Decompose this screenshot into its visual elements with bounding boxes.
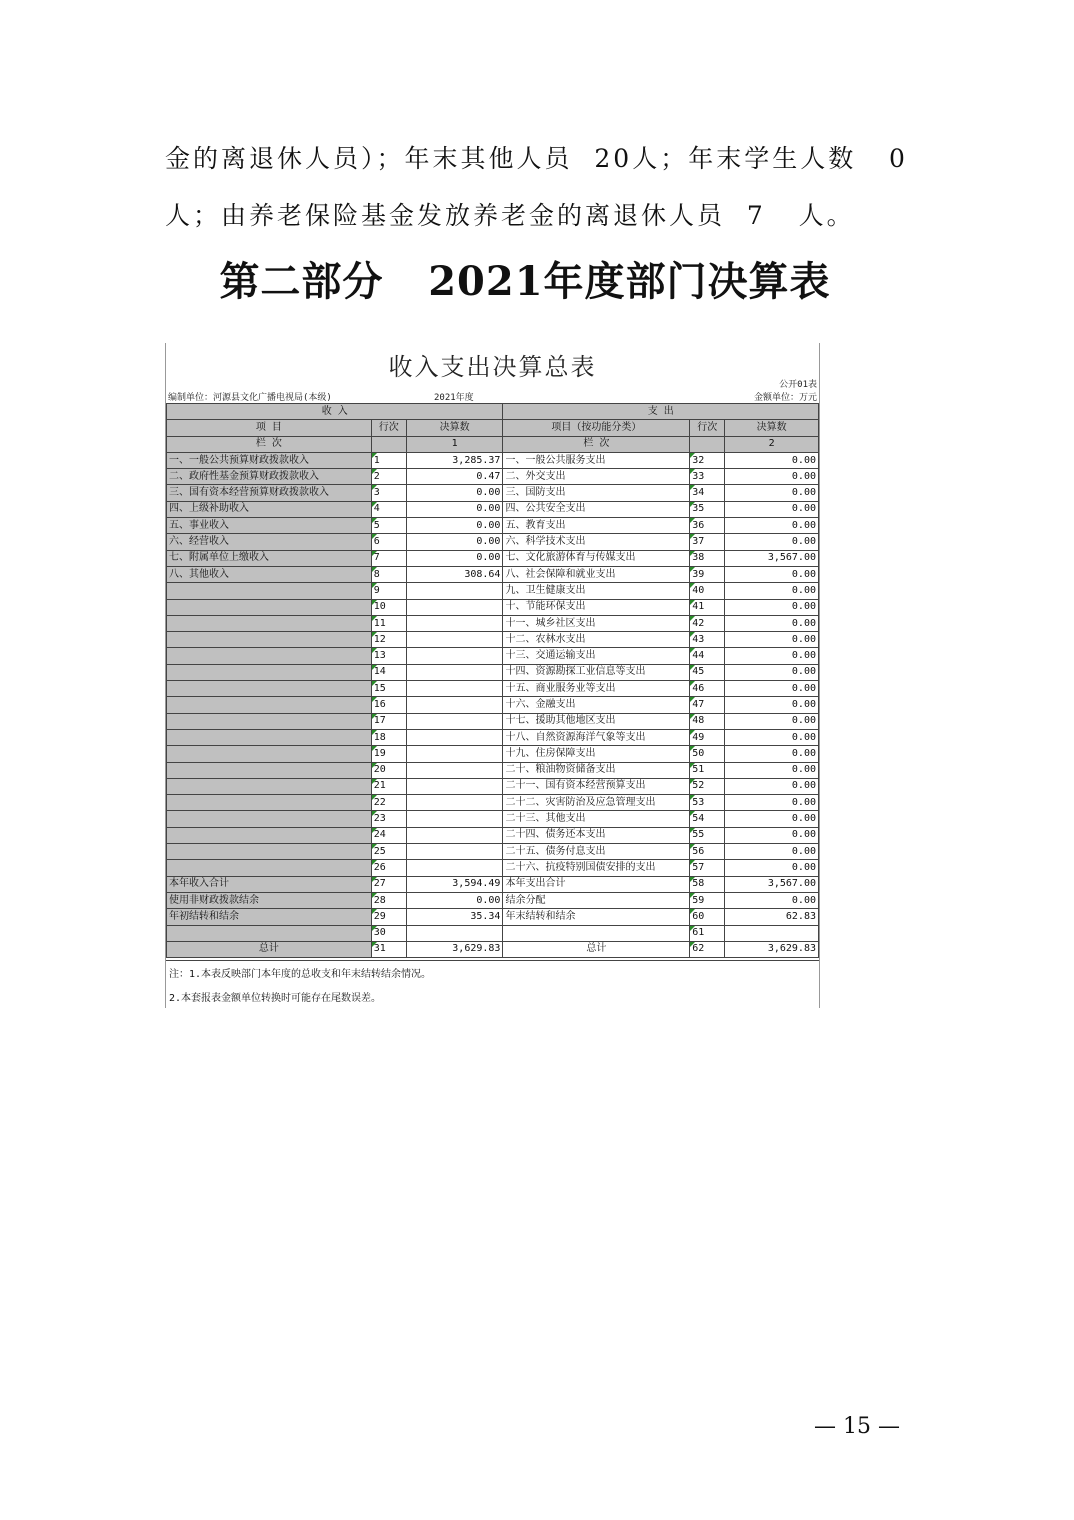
expense-line-no: 43 [690,632,725,648]
expense-item: 五、教育支出 [503,518,690,534]
expense-item: 二十、粮油物资储备支出 [503,762,690,778]
table-row [167,632,819,648]
income-item [167,746,372,762]
expense-line-no: 47 [690,697,725,713]
income-line-no: 3 [371,485,406,501]
expense-line-no: 48 [690,713,725,729]
income-amount: 308.64 [406,566,503,582]
total-row [167,892,819,908]
expense-amount: 0.00 [725,778,819,794]
income-line-no: 16 [371,697,406,713]
income-amount: 0.47 [406,469,503,485]
total-row [167,925,819,941]
table-row [167,697,819,713]
income-line-no: 30 [371,925,406,941]
expense-amount: 62.83 [725,909,819,925]
income-item [167,664,372,680]
income-amount [406,664,503,680]
expense-line-no: 62 [690,941,725,957]
income-item [167,844,372,860]
table-row [167,469,819,485]
expense-amount: 0.00 [725,615,819,631]
income-item [167,762,372,778]
table-row [167,566,819,582]
expense-amount: 0.00 [725,648,819,664]
table-row [167,550,819,566]
table-row [167,713,819,729]
income-line-no: 15 [371,681,406,697]
income-amount [406,778,503,794]
col-sub-num-2: 2 [725,436,819,452]
income-amount: 0.00 [406,534,503,550]
income-item: 一、一般公共预算财政拨款收入 [167,452,372,468]
expense-item: 二、外交支出 [503,469,690,485]
col-sub-num-1: 1 [406,436,503,452]
income-amount [406,746,503,762]
income-line-no: 6 [371,534,406,550]
expense-item: 一、一般公共服务支出 [503,452,690,468]
expense-line-no: 34 [690,485,725,501]
table-row [167,534,819,550]
table-row [167,501,819,517]
expense-item: 十七、援助其他地区支出 [503,713,690,729]
income-line-no: 22 [371,795,406,811]
income-item: 五、事业收入 [167,518,372,534]
income-item: 三、国有资本经营预算财政拨款收入 [167,485,372,501]
col-amount: 决算数 [406,420,503,436]
expense-amount: 0.00 [725,795,819,811]
expense-amount: 0.00 [725,485,819,501]
income-line-no: 12 [371,632,406,648]
expense-amount: 0.00 [725,844,819,860]
income-line-no: 2 [371,469,406,485]
income-item [167,778,372,794]
sheet-title: 收入支出决算总表 [388,353,597,381]
income-line-no: 19 [371,746,406,762]
expense-amount: 0.00 [725,729,819,745]
expense-item: 四、公共安全支出 [503,501,690,517]
income-amount [406,632,503,648]
income-amount: 0.00 [406,485,503,501]
income-amount [406,648,503,664]
expense-line-no: 36 [690,518,725,534]
expense-line-no: 61 [690,925,725,941]
income-item [167,795,372,811]
income-line-no: 11 [371,615,406,631]
report-year: 2021年度 [434,393,474,403]
table-row [167,860,819,876]
income-amount: 3,594.49 [406,876,503,892]
income-item [167,729,372,745]
expense-amount: 0.00 [725,713,819,729]
col-sub: 栏 次 [167,436,372,452]
income-amount: 35.34 [406,909,503,925]
income-line-no: 20 [371,762,406,778]
expense-item: 十一、城乡社区支出 [503,615,690,631]
expense-line-no: 58 [690,876,725,892]
expense-line-no: 32 [690,452,725,468]
expense-amount: 0.00 [725,518,819,534]
expense-amount: 0.00 [725,664,819,680]
income-item: 四、上级补助收入 [167,501,372,517]
income-item: 七、附属单位上缴收入 [167,550,372,566]
income-item [167,811,372,827]
table-row [167,452,819,468]
income-line-no: 23 [371,811,406,827]
expense-item: 结余分配 [503,892,690,908]
expense-line-no: 59 [690,892,725,908]
table-row [167,778,819,794]
income-line-no: 8 [371,566,406,582]
notes [166,960,819,1007]
expense-amount: 3,629.83 [725,941,819,957]
table-row [167,762,819,778]
income-line-no: 21 [371,778,406,794]
expense-amount: 3,567.00 [725,876,819,892]
income-line-no: 27 [371,876,406,892]
income-line-no: 26 [371,860,406,876]
expense-line-no: 56 [690,844,725,860]
table-row [167,795,819,811]
expense-amount: 0.00 [725,534,819,550]
income-item: 年初结转和结余 [167,909,372,925]
income-line-no: 18 [371,729,406,745]
expense-item: 二十二、灾害防治及应急管理支出 [503,795,690,811]
income-amount: 0.00 [406,501,503,517]
income-item [167,648,372,664]
income-item [167,615,372,631]
income-amount [406,811,503,827]
page-number: — 15 — [814,1414,900,1439]
expense-item [503,925,690,941]
expense-item: 十六、金融支出 [503,697,690,713]
expense-header: 支 出 [503,404,819,420]
expense-item: 二十五、债务付息支出 [503,844,690,860]
expense-amount: 0.00 [725,811,819,827]
income-line-no: 25 [371,844,406,860]
expense-item: 总计 [503,941,690,957]
expense-amount: 0.00 [725,632,819,648]
expense-amount [725,925,819,941]
expense-line-no: 49 [690,729,725,745]
table-row [167,518,819,534]
table-row [167,485,819,501]
income-item [167,925,372,941]
expense-item: 十九、住房保障支出 [503,746,690,762]
note-2: 2.本套报表金额单位转换时可能存在尾数误差。 [169,993,382,1004]
body-text-line-1: 金的离退休人员）；年末其他人员 20人；年末学生人数 0 [165,144,908,173]
table-row [167,615,819,631]
income-header: 收 入 [167,404,503,420]
col-sub-blank-2 [690,436,725,452]
col-line-2: 行次 [690,420,725,436]
income-item: 六、经营收入 [167,534,372,550]
income-expense-sheet [165,343,820,1008]
income-amount [406,713,503,729]
income-amount [406,860,503,876]
table-row [167,844,819,860]
table-row [167,599,819,615]
income-item [167,860,372,876]
income-line-no: 5 [371,518,406,534]
expense-line-no: 45 [690,664,725,680]
col-sub-blank [371,436,406,452]
expense-line-no: 37 [690,534,725,550]
table-row [167,681,819,697]
expense-item: 七、文化旅游体育与传媒支出 [503,550,690,566]
expense-item: 十、节能环保支出 [503,599,690,615]
income-line-no: 10 [371,599,406,615]
table-row [167,746,819,762]
amount-unit: 金额单位：万元 [753,393,817,403]
income-item [167,583,372,599]
expense-line-no: 52 [690,778,725,794]
expense-line-no: 46 [690,681,725,697]
income-amount: 0.00 [406,892,503,908]
income-amount [406,729,503,745]
col-line: 行次 [371,420,406,436]
income-line-no: 14 [371,664,406,680]
income-line-no: 24 [371,827,406,843]
expense-line-no: 55 [690,827,725,843]
col-item: 项 目 [167,420,372,436]
form-number: 公开01表 [779,380,817,390]
expense-item: 三、国防支出 [503,485,690,501]
expense-amount: 0.00 [725,762,819,778]
table-row [167,827,819,843]
expense-line-no: 35 [690,501,725,517]
expense-amount: 3,567.00 [725,550,819,566]
expense-amount: 0.00 [725,892,819,908]
expense-item: 十四、资源勘探工业信息等支出 [503,664,690,680]
expense-line-no: 50 [690,746,725,762]
expense-item: 十八、自然资源海洋气象等支出 [503,729,690,745]
expense-item: 年末结转和结余 [503,909,690,925]
expense-line-no: 44 [690,648,725,664]
income-amount [406,583,503,599]
expense-item: 二十四、债务还本支出 [503,827,690,843]
expense-item: 六、科学技术支出 [503,534,690,550]
expense-item: 二十六、抗疫特别国债安排的支出 [503,860,690,876]
summary-table [166,403,819,958]
expense-amount: 0.00 [725,746,819,762]
expense-item: 二十一、国有资本经营预算支出 [503,778,690,794]
income-item [167,713,372,729]
expense-amount: 0.00 [725,501,819,517]
income-item: 总计 [167,941,372,957]
expense-amount: 0.00 [725,827,819,843]
income-amount: 3,285.37 [406,452,503,468]
income-item: 使用非财政拨款结余 [167,892,372,908]
expense-amount: 0.00 [725,697,819,713]
income-amount [406,599,503,615]
expense-item: 九、卫生健康支出 [503,583,690,599]
total-row [167,876,819,892]
expense-amount: 0.00 [725,599,819,615]
income-line-no: 28 [371,892,406,908]
expense-item: 本年支出合计 [503,876,690,892]
expense-line-no: 42 [690,615,725,631]
table-row [167,648,819,664]
income-item [167,599,372,615]
income-line-no: 9 [371,583,406,599]
income-amount [406,795,503,811]
income-line-no: 4 [371,501,406,517]
expense-line-no: 41 [690,599,725,615]
expense-line-no: 57 [690,860,725,876]
income-line-no: 13 [371,648,406,664]
expense-line-no: 39 [690,566,725,582]
income-amount [406,615,503,631]
unit-label: 编制单位：河源县文化广播电视局(本级) [168,393,332,403]
expense-item: 八、社会保障和就业支出 [503,566,690,582]
expense-amount: 0.00 [725,452,819,468]
income-line-no: 29 [371,909,406,925]
income-item [167,697,372,713]
income-item [167,827,372,843]
income-item [167,632,372,648]
col-item-func: 项目（按功能分类） [503,420,690,436]
income-amount [406,697,503,713]
expense-amount: 0.00 [725,681,819,697]
income-item: 本年收入合计 [167,876,372,892]
table-row [167,583,819,599]
income-amount [406,681,503,697]
table-row [167,811,819,827]
expense-item: 十二、农林水支出 [503,632,690,648]
income-amount [406,827,503,843]
body-text-line-2: 人；由养老保险基金发放养老金的离退休人员 7 人。 [165,201,855,230]
expense-line-no: 38 [690,550,725,566]
expense-line-no: 60 [690,909,725,925]
expense-line-no: 33 [690,469,725,485]
col-amount-2: 决算数 [725,420,819,436]
expense-line-no: 40 [690,583,725,599]
expense-line-no: 54 [690,811,725,827]
expense-line-no: 51 [690,762,725,778]
expense-amount: 0.00 [725,583,819,599]
total-row [167,941,819,957]
income-amount [406,844,503,860]
table-row [167,729,819,745]
income-amount: 0.00 [406,550,503,566]
income-amount: 0.00 [406,518,503,534]
expense-amount: 0.00 [725,860,819,876]
income-line-no: 31 [371,941,406,957]
income-line-no: 17 [371,713,406,729]
section-title: 第二部分 2021年度部门决算表 [219,258,831,305]
income-item [167,681,372,697]
income-amount [406,925,503,941]
table-row [167,664,819,680]
income-item: 八、其他收入 [167,566,372,582]
total-row [167,909,819,925]
expense-item: 十三、交通运输支出 [503,648,690,664]
expense-item: 十五、商业服务业等支出 [503,681,690,697]
col-sub-2: 栏 次 [503,436,690,452]
income-line-no: 1 [371,452,406,468]
expense-amount: 0.00 [725,469,819,485]
income-line-no: 7 [371,550,406,566]
expense-amount: 0.00 [725,566,819,582]
expense-line-no: 53 [690,795,725,811]
income-item: 二、政府性基金预算财政拨款收入 [167,469,372,485]
income-amount [406,762,503,778]
expense-item: 二十三、其他支出 [503,811,690,827]
income-amount: 3,629.83 [406,941,503,957]
note-1: 注：1.本表反映部门本年度的总收支和年末结转结余情况。 [169,969,432,980]
